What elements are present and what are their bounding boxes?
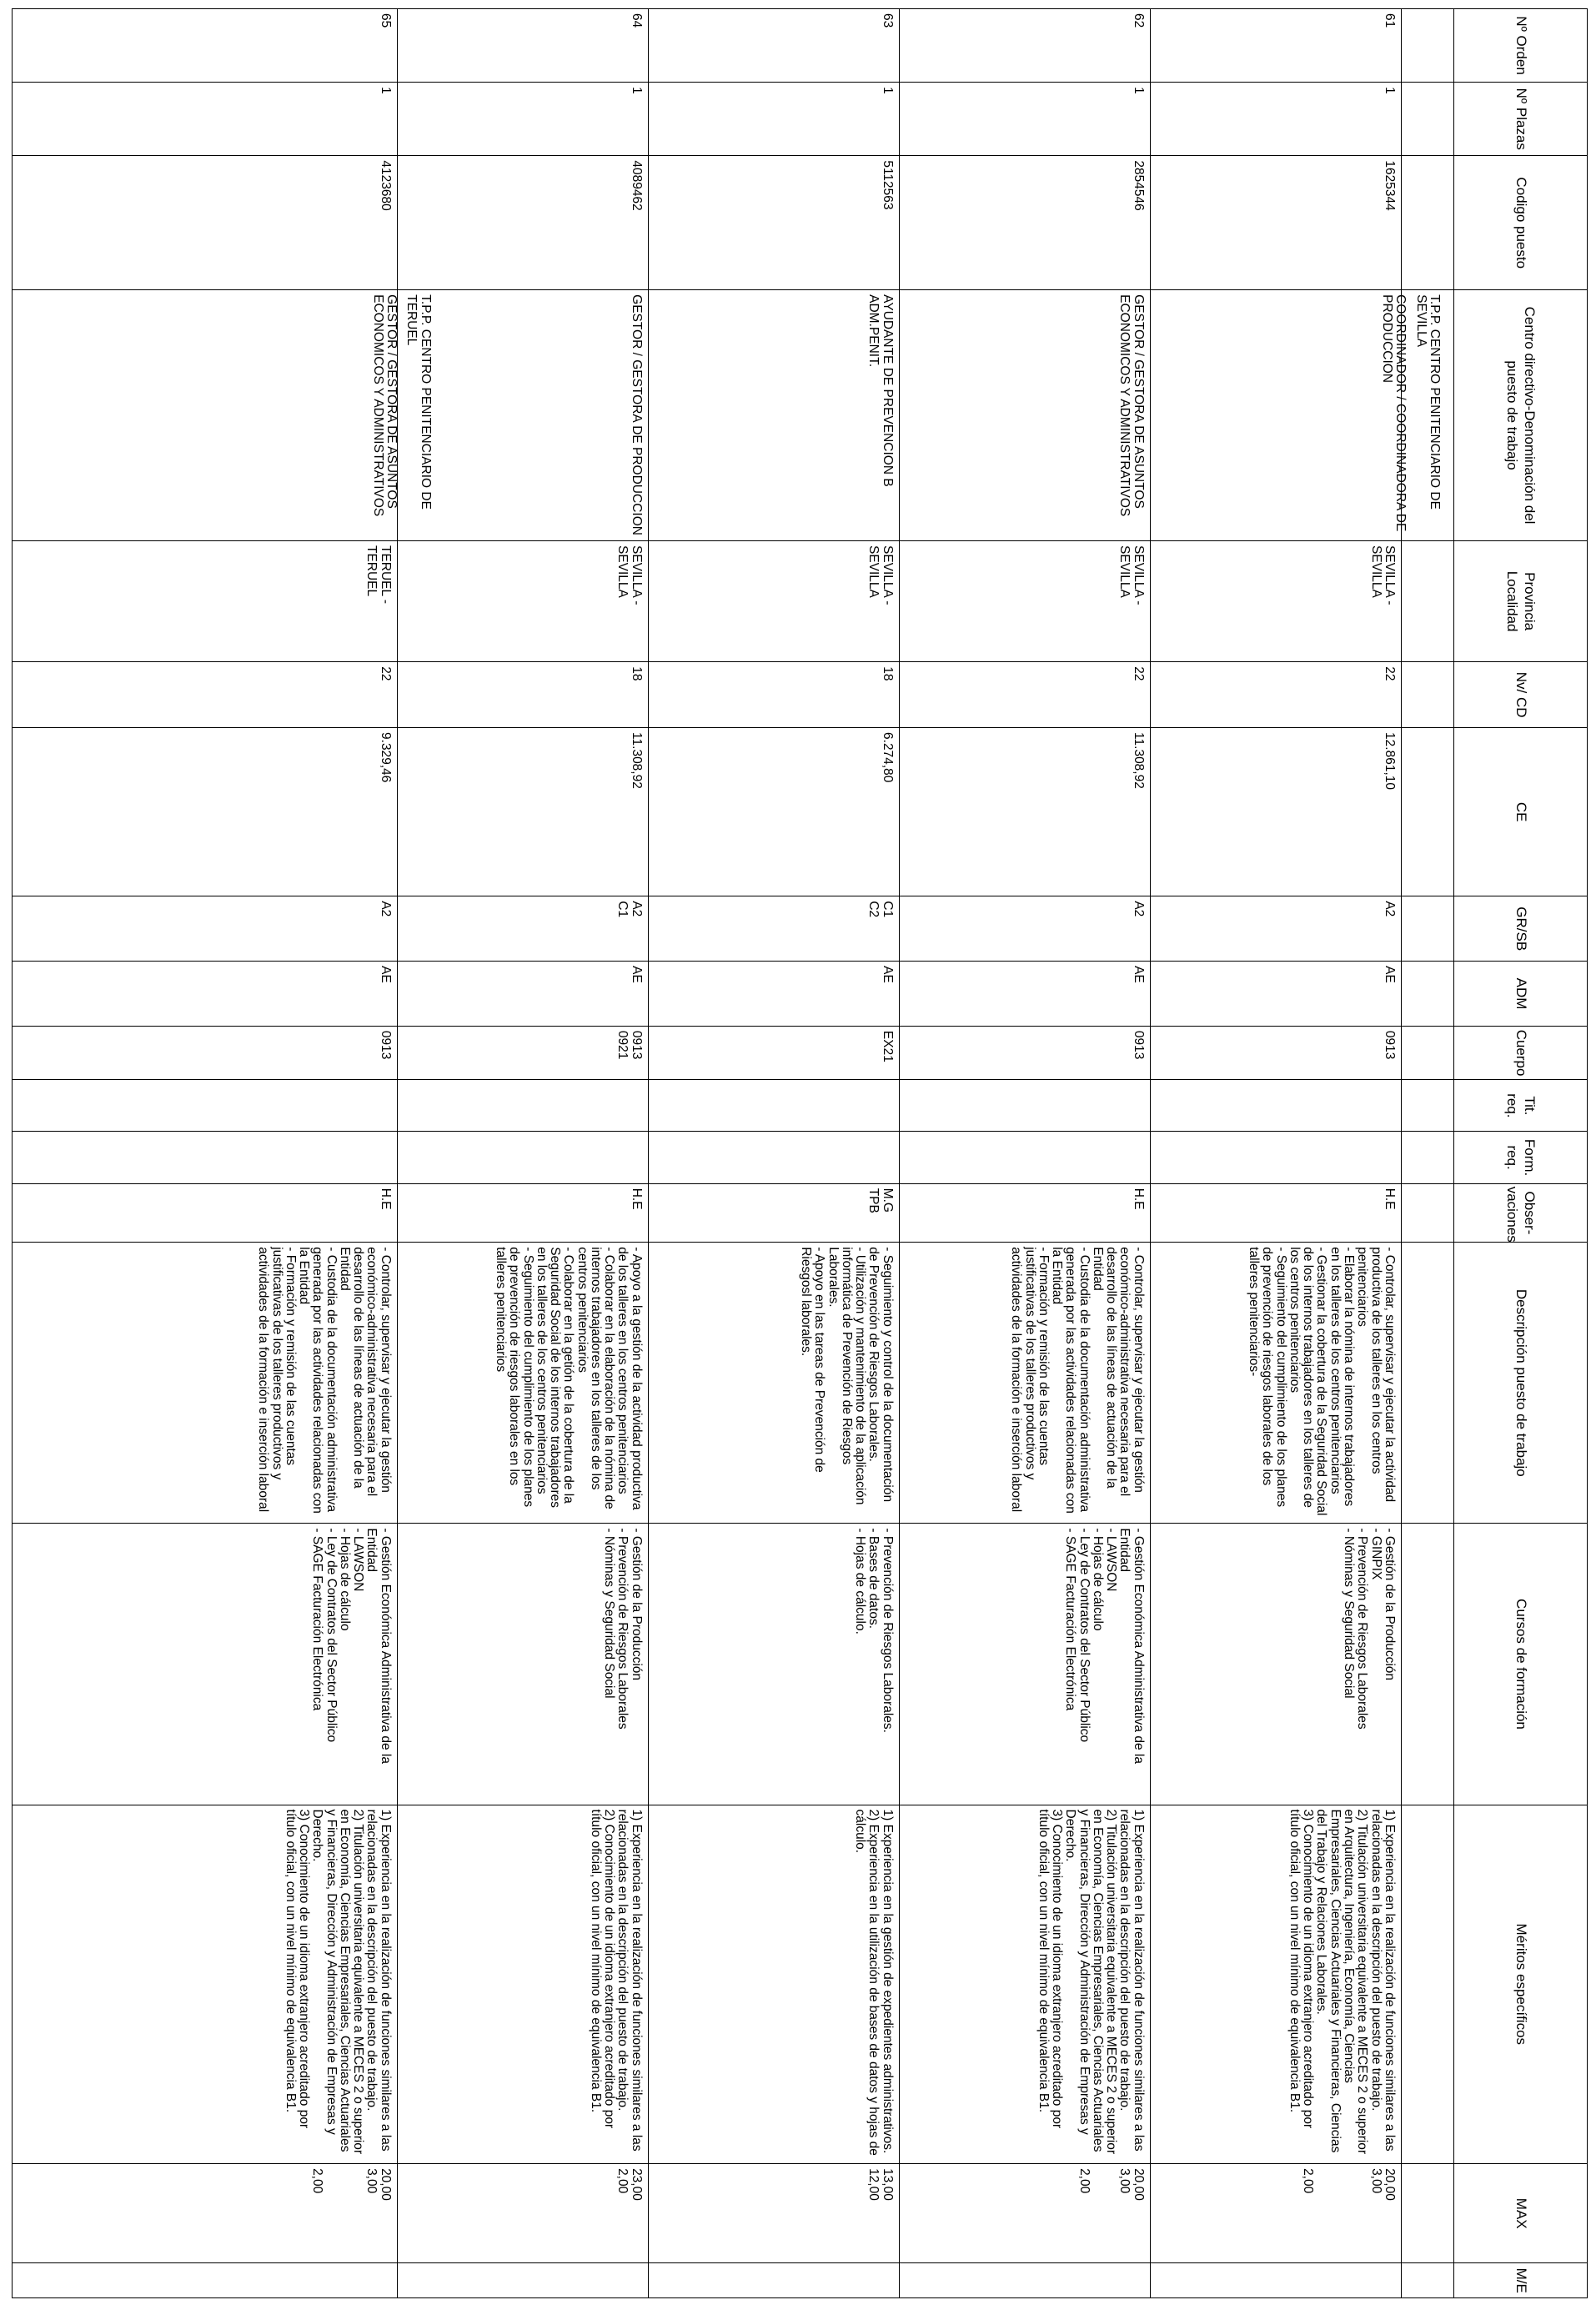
cell-ce: 9.329,46 bbox=[13, 728, 398, 896]
cell-nivel: 22 bbox=[1150, 662, 1401, 728]
header-codigo: Codigo puesto bbox=[1454, 156, 1588, 290]
cell-plazas: 1 bbox=[13, 83, 398, 156]
cell-descripcion: - Apoyo a la gestión de la actividad productiva de los talleres en los centros penitenciarios - Colaborar en la elaboración de la nómina de internos trabajadores en los talleres de los centros penitenciarios - Colaborar en la getión de la cobertura de la Seguridad Social de los internos trabajadores en los talleres de los centros penitenciarios - Seguimiento del cumplimiento de los planes de prevención de riesgos laborales en los talleres penitenciarios bbox=[397, 1243, 648, 1524]
cell-observaciones: H.E bbox=[1150, 1183, 1401, 1243]
cell-me bbox=[13, 2263, 398, 2298]
header-titulacion: Tit. req. bbox=[1454, 1080, 1588, 1132]
cell-denominacion: COORDINADOR / COORDINADORA DE PRODUCCION bbox=[1379, 294, 1408, 532]
cell-codigo: 2854546 bbox=[899, 156, 1150, 290]
cell-titulacion bbox=[1150, 1080, 1401, 1132]
header-ce: CE bbox=[1454, 728, 1588, 896]
cell-cursos: - Gestión Económica Administrativa de la Entidad - LAWSON - Hojas de cálculo - Ley de Contratos del Sector Público - SAGE Facturación Electrónica bbox=[899, 1524, 1150, 1805]
cell-provincia: SEVILLA - SEVILLA bbox=[899, 540, 1150, 661]
cell-formacion bbox=[648, 1132, 899, 1183]
cell-plazas: 1 bbox=[899, 83, 1150, 156]
centro-header: T.P.P. CENTRO PENITENCIARIO DE TERUEL bbox=[404, 294, 433, 510]
cell-formacion bbox=[1150, 1132, 1401, 1183]
header-cuerpo: Cuerpo bbox=[1454, 1026, 1588, 1079]
cell-cuerpo: 0913 bbox=[1150, 1026, 1401, 1079]
cell-me bbox=[1150, 2263, 1401, 2298]
cell-centro bbox=[1150, 290, 1442, 541]
cell-denominacion: GESTOR / GESTORA DE PRODUCCION bbox=[629, 294, 644, 535]
centro-header: T.P.P. CENTRO PENITENCIARIO DE SEVILLA bbox=[1413, 294, 1442, 510]
cell-adm: AE bbox=[1150, 962, 1401, 1027]
cell-nivel: 22 bbox=[899, 662, 1150, 728]
cell-nivel: 22 bbox=[13, 662, 398, 728]
cell-meritos: 1) Experiencia en la gestión de expedientes administrativos. 2) Experiencia en la utilización de bases de datos y hojas de cálculo. bbox=[648, 1805, 899, 2164]
cell-plazas: 1 bbox=[1150, 83, 1401, 156]
header-meritos: Méritos específicos bbox=[1454, 1805, 1588, 2164]
cell-grupo: A2 bbox=[1150, 896, 1401, 962]
cell-grupo: C1 C2 bbox=[648, 896, 899, 962]
cell-centro bbox=[397, 290, 648, 541]
cell-observaciones: H.E bbox=[899, 1183, 1150, 1243]
cell-cuerpo: 0913 0921 bbox=[397, 1026, 648, 1079]
header-provincia: Provincia Localidad bbox=[1454, 540, 1588, 661]
job-positions-table bbox=[12, 8, 1588, 2298]
cell-codigo: 4089462 bbox=[397, 156, 648, 290]
cell-adm: AE bbox=[899, 962, 1150, 1027]
cell-cuerpo: 0913 bbox=[13, 1026, 398, 1079]
cell-max: 20,00 3,00 2,00 bbox=[899, 2164, 1150, 2263]
cell-max: 20,00 3,00 2,00 bbox=[1150, 2164, 1401, 2263]
table-row bbox=[899, 9, 1150, 2298]
cell-denominacion: GESTOR / GESTORA DE ASUNTOS ECONOMICOS Y ADMINISTRATIVOS bbox=[370, 294, 399, 517]
cell-me bbox=[397, 2263, 648, 2298]
cell-descripcion: - Controlar, supervisar y ejecutar la gestión económico-administrativa necesaria para el desarrollo de las líneas de actuación de la Entidad - Custodia de la documentación administrativa generada por las actividades relacionadas con la Entidad - Formación y remisión de las cuentas justificativas de los talleres productivos y actividades de la formación e inserción laboral bbox=[13, 1243, 398, 1524]
cell-grupo: A2 bbox=[899, 896, 1150, 962]
cell-cuerpo: EX21 bbox=[648, 1026, 899, 1079]
cell-grupo: A2 bbox=[13, 896, 398, 962]
header-max: MAX bbox=[1454, 2164, 1588, 2263]
header-centro: Centro directivo-Denominación del puesto de trabajo bbox=[1454, 290, 1588, 541]
cell-cursos: - Gestión Económica Administrativa de la Entidad - LAWSON - Hojas de cálculo - Ley de Contratos del Sector Público - SAGE Facturación Electrónica bbox=[13, 1524, 398, 1805]
cell-ce: 12.861,10 bbox=[1150, 728, 1401, 896]
cell-codigo: 4123680 bbox=[13, 156, 398, 290]
cell-cursos: - Prevención de Riesgos Laborales. - Bases de datos. - Hojas de cálculo. bbox=[648, 1524, 899, 1805]
cell-provincia: SEVILLA - SEVILLA bbox=[397, 540, 648, 661]
cell-titulacion bbox=[648, 1080, 899, 1132]
cell-observaciones: H.E bbox=[397, 1183, 648, 1243]
cell-codigo: 1625344 bbox=[1150, 156, 1401, 290]
cell-meritos: 1) Experiencia en la realización de funciones similares a las relacionadas en la descripción del puesto de trabajo. 2) Conocimiento de un idioma extranjero acreditado por título oficial, con un nivel mínimo de equivalencia B1. bbox=[397, 1805, 648, 2164]
table-row bbox=[397, 9, 648, 2298]
cell-codigo: 5112563 bbox=[648, 156, 899, 290]
header-grupo: GR/SB bbox=[1454, 896, 1588, 962]
cell-cursos: - Gestión de la Producción - Prevención de Riesgos Laborales - Nóminas y Seguridad Social bbox=[397, 1524, 648, 1805]
table-header-row bbox=[1454, 9, 1588, 2298]
cell-observaciones: H.E bbox=[13, 1183, 398, 1243]
cell-orden: 61 bbox=[1150, 9, 1401, 83]
cell-formacion bbox=[899, 1132, 1150, 1183]
table-row bbox=[13, 9, 398, 2298]
header-orden: Nº Orden bbox=[1454, 9, 1588, 83]
cell-formacion bbox=[397, 1132, 648, 1183]
cell-descripcion: - Controlar, supervisar y ejecutar la actividad productiva de los talleres en los centros penitenciarios - Elaborar la nómina de internos trabajadores en los talleres de los centros penitenciarios - Gestionar la cobertura de la Seguridad Social de los internos trabajadores en los talleres de los centros penitenciarios - Seguimiento del cumplimiento de los planes de prevención de riesgos laborales de los talleres penitenciarios- bbox=[1150, 1243, 1401, 1524]
cell-ce: 6.274,80 bbox=[648, 728, 899, 896]
cell-nivel: 18 bbox=[397, 662, 648, 728]
cell-plazas: 1 bbox=[397, 83, 648, 156]
cell-titulacion bbox=[13, 1080, 398, 1132]
cell-orden: 63 bbox=[648, 9, 899, 83]
header-observaciones: Obser-vaciones bbox=[1454, 1183, 1588, 1243]
cell-centro bbox=[899, 290, 1150, 541]
cell-max: 20,00 3,00 2,00 bbox=[13, 2164, 398, 2263]
header-formacion: Form. req. bbox=[1454, 1132, 1588, 1183]
cell-titulacion bbox=[397, 1080, 648, 1132]
cell-nivel: 18 bbox=[648, 662, 899, 728]
cell-me bbox=[648, 2263, 899, 2298]
header-adm: ADM bbox=[1454, 962, 1588, 1027]
cell-centro bbox=[13, 290, 433, 541]
cell-adm: AE bbox=[397, 962, 648, 1027]
cell-grupo: A2 C1 bbox=[397, 896, 648, 962]
cell-provincia: TERUEL - TERUEL bbox=[13, 540, 398, 661]
cell-meritos: 1) Experiencia en la realización de funciones similares a las relacionadas en la descripción del puesto de trabajo. 2) Titulación universitaria equivalente a MECES 2 o superior en Economía, Ciencias Empresariales, Ciencias Actuariales y Financieras, Dirección y Administración de Empresas y Derecho. 3) Conocimiento de un idioma extranjero acreditado por título oficial, con un nivel mínimo de equivalencia B1. bbox=[13, 1805, 398, 2164]
cell-orden: 65 bbox=[13, 9, 398, 83]
table-row bbox=[648, 9, 899, 2298]
cell-ce: 11.308,92 bbox=[899, 728, 1150, 896]
cell-observaciones: M.G TPB bbox=[648, 1183, 899, 1243]
cell-denominacion: GESTOR / GESTORA DE ASUNTOS ECONOMICOS Y ADMINISTRATIVOS bbox=[1117, 294, 1146, 517]
cell-denominacion: AYUDANTE DE PREVENCION B ADM.PENIT. bbox=[866, 294, 895, 487]
cell-me bbox=[899, 2263, 1150, 2298]
cell-meritos: 1) Experiencia en la realización de funciones similares a las relacionadas en la descripción del puesto de trabajo. 2) Titulación universitaria equivalente a MECES 2 o superior en Arquitectura, Ingeniería, Economía, Ciencias Empresariales, Ciencias Actuariales y Financieras, Ciencias del Trabajo y Relaciones Laborales. 3) Conocimiento de un idioma extranjero acreditado por título oficial, con un nivel mínimo de equivalencia B1. bbox=[1150, 1805, 1401, 2164]
cell-centro bbox=[648, 290, 899, 541]
header-descripcion: Descripción puesto de trabajo bbox=[1454, 1243, 1588, 1524]
cell-meritos: 1) Experiencia en la realización de funciones similares a las relacionadas en la descripción del puesto de trabajo. 2) Titulación universitaria equivalente a MECES 2 o superior en Economía, Ciencias Empresariales, Ciencias Actuariales y Financieras, Dirección y Administración de Empresas y Derecho. 3) Conocimiento de un idioma extranjero acreditado por título oficial, con un nivel mínimo de equivalencia B1. bbox=[899, 1805, 1150, 2164]
cell-ce: 11.308,92 bbox=[397, 728, 648, 896]
cell-provincia: SEVILLA - SEVILLA bbox=[648, 540, 899, 661]
cell-orden: 62 bbox=[899, 9, 1150, 83]
cell-formacion bbox=[13, 1132, 398, 1183]
cell-provincia: SEVILLA - SEVILLA bbox=[1150, 540, 1401, 661]
cell-plazas: 1 bbox=[648, 83, 899, 156]
cell-adm: AE bbox=[648, 962, 899, 1027]
cell-max: 23,00 2,00 bbox=[397, 2164, 648, 2263]
cell-descripcion: - Seguimiento y control de la documentación de Prevención de Riesgos Laborales. - Utilización y mantenimiento de la aplicación informática de Prevención de Riesgos Laborales. - Apoyo en las tareas de Prevención de Riesgosl laborales. bbox=[648, 1243, 899, 1524]
cell-adm: AE bbox=[13, 962, 398, 1027]
header-nivel: Nv/ CD bbox=[1454, 662, 1588, 728]
cell-titulacion bbox=[899, 1080, 1150, 1132]
header-plazas: Nº Plazas bbox=[1454, 83, 1588, 156]
cell-cuerpo: 0913 bbox=[899, 1026, 1150, 1079]
cell-orden: 64 bbox=[397, 9, 648, 83]
cell-cursos: - Gestión de la Producción - GINPIX - Prevención de Riesgos Laborales - Nóminas y Seguridad Social bbox=[1150, 1524, 1401, 1805]
header-me: M/E bbox=[1454, 2263, 1588, 2298]
header-cursos: Cursos de formación bbox=[1454, 1524, 1588, 1805]
cell-max: 13,00 12,00 bbox=[648, 2164, 899, 2263]
cell-descripcion: - Controlar, supervisar y ejecutar la gestión económico-administrativa necesaria para el desarrollo de las líneas de actuación de la Entidad - Custodia de la documentación administrativa generada por las actividades relacionadas con la Entidad - Formación y remisión de las cuentas justificativas de los talleres productivos y actividades de la formación e inserción laboral bbox=[899, 1243, 1150, 1524]
table-row bbox=[1150, 9, 1401, 2298]
